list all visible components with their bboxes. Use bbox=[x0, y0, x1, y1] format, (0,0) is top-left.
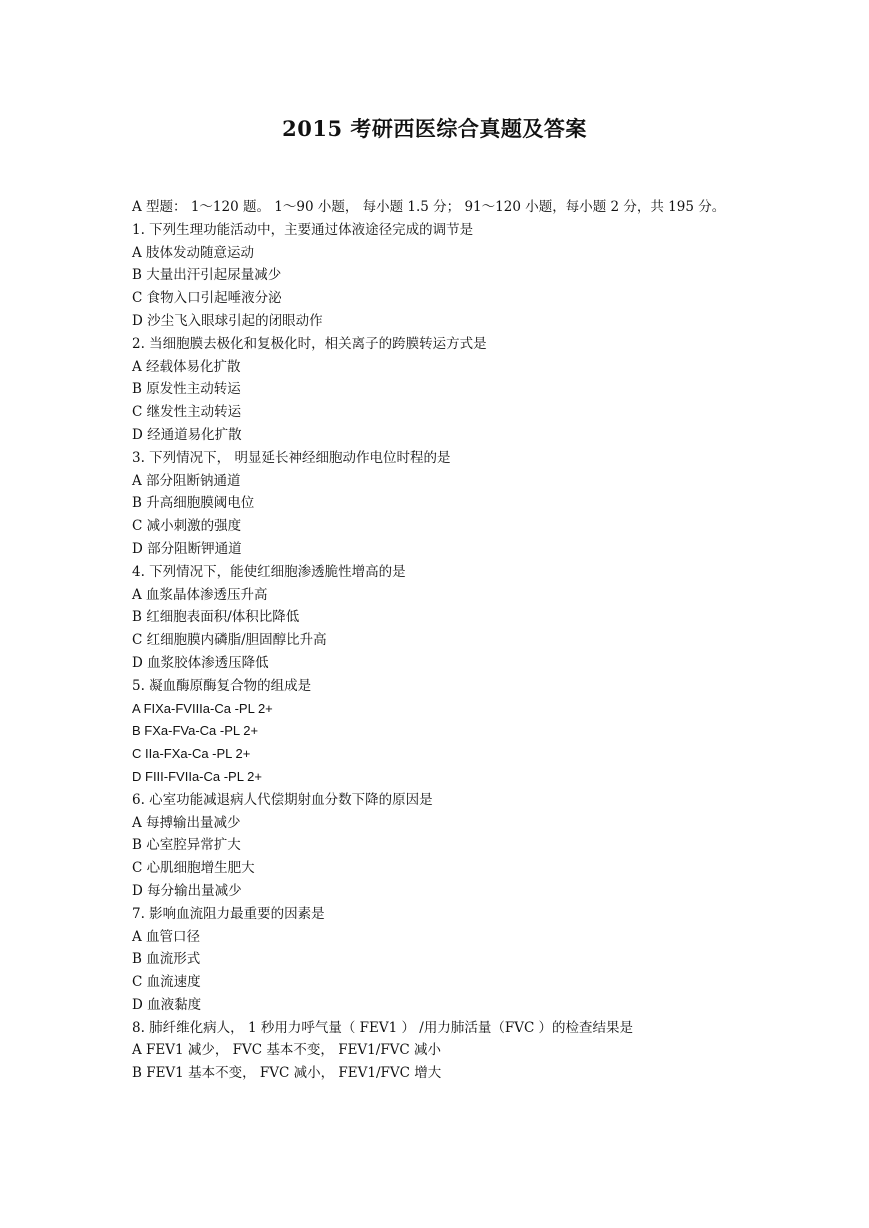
question-option: B 心室腔异常扩大 bbox=[132, 837, 241, 854]
question-option: A 每搏输出量减少 bbox=[132, 814, 241, 831]
document-body bbox=[132, 196, 772, 1085]
question-option: A 肢体发动随意运动 bbox=[132, 244, 255, 261]
question-option: B FEV1 基本不变， FVC 减小， FEV1/FVC 增大 bbox=[132, 1065, 442, 1082]
question-stem: 8. 肺纤维化病人， 1 秒用力呼气量（ FEV1 ） /用力肺活量（FVC ）的检查结果是 bbox=[132, 1019, 634, 1036]
question-option: D 血浆胶体渗透压降低 bbox=[132, 654, 269, 671]
question-option: D 每分输出量减少 bbox=[132, 882, 242, 899]
question-stem: 5. 凝血酶原酶复合物的组成是 bbox=[132, 677, 312, 694]
question-option: A 经载体易化扩散 bbox=[132, 358, 241, 375]
question-6 bbox=[132, 789, 772, 903]
question-stem: 7. 影响血流阻力最重要的因素是 bbox=[132, 905, 325, 922]
question-option: C 食物入口引起唾液分泌 bbox=[132, 290, 282, 307]
section-intro: A 型题： 1～120 题。 1～90 小题， 每小题 1.5 分； 91～120 小题，每小题 2 分，共 195 分。 bbox=[132, 199, 726, 215]
question-option: A 部分阻断钠通道 bbox=[132, 472, 241, 489]
question-stem: 4. 下列情况下，能使红细胞渗透脆性增高的是 bbox=[132, 563, 406, 580]
question-option: D 沙尘飞入眼球引起的闭眼动作 bbox=[132, 312, 323, 329]
question-option: B 原发性主动转运 bbox=[132, 381, 241, 398]
question-option: B FXa-FVa-Ca -PL 2+ bbox=[132, 723, 259, 739]
question-option: A FIXa-FVIIIa-Ca -PL 2+ bbox=[132, 700, 273, 716]
question-8 bbox=[132, 1017, 772, 1085]
question-stem: 3. 下列情况下， 明显延长神经细胞动作电位时程的是 bbox=[132, 449, 451, 466]
question-option: B 血流形式 bbox=[132, 951, 201, 968]
document-title: 2015 考研西医综合真题及答案 bbox=[282, 116, 587, 141]
question-stem: 1. 下列生理功能活动中，主要通过体液途径完成的调节是 bbox=[132, 221, 474, 238]
question-option: B 升高细胞膜阈电位 bbox=[132, 495, 255, 512]
question-stem: 2. 当细胞膜去极化和复极化时，相关离子的跨膜转运方式是 bbox=[132, 335, 487, 352]
question-7 bbox=[132, 903, 772, 1017]
question-2 bbox=[132, 333, 772, 447]
question-stem: 6. 心室功能减退病人代偿期射血分数下降的原因是 bbox=[132, 791, 433, 808]
question-option: D 部分阻断钾通道 bbox=[132, 540, 242, 557]
question-option: D 经通道易化扩散 bbox=[132, 426, 242, 443]
question-option: C 心肌细胞增生肥大 bbox=[132, 860, 255, 877]
question-3 bbox=[132, 447, 772, 561]
question-option: C 血流速度 bbox=[132, 974, 201, 991]
question-4 bbox=[132, 561, 772, 675]
question-option: B 红细胞表面积/体积比降低 bbox=[132, 609, 300, 626]
question-option: A 血浆晶体渗透压升高 bbox=[132, 586, 268, 603]
question-option: C IIa-FXa-Ca -PL 2+ bbox=[132, 746, 251, 762]
question-option: C 减小刺激的强度 bbox=[132, 518, 242, 535]
question-option: C 继发性主动转运 bbox=[132, 404, 242, 421]
question-1 bbox=[132, 219, 772, 333]
question-option: A 血管口径 bbox=[132, 928, 201, 945]
question-option: D 血液黏度 bbox=[132, 996, 202, 1013]
question-option: C 红细胞膜内磷脂/胆固醇比升高 bbox=[132, 632, 327, 649]
question-option: B 大量出汗引起尿量减少 bbox=[132, 267, 282, 284]
question-option: D FIII-FVIIa-Ca -PL 2+ bbox=[132, 768, 262, 784]
question-5 bbox=[132, 675, 772, 789]
question-option: A FEV1 减少， FVC 基本不变， FEV1/FVC 减小 bbox=[132, 1042, 442, 1059]
